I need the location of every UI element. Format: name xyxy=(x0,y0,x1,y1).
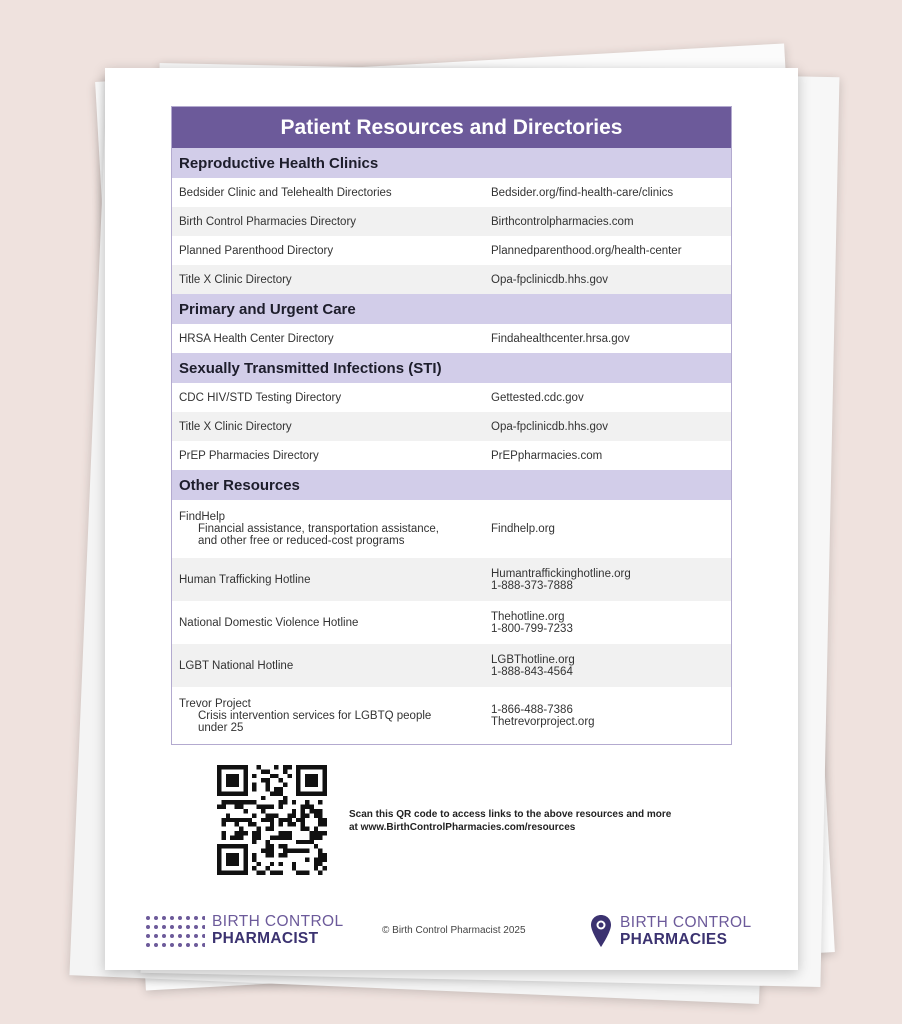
table-row xyxy=(172,207,731,236)
dot-grid-icon xyxy=(145,915,205,947)
resource-link[interactable]: Bedsider.org/find-health-care/clinics xyxy=(491,186,674,199)
resource-description: under 25 xyxy=(198,721,244,734)
section-heading: Primary and Urgent Care xyxy=(172,294,731,324)
resource-link[interactable]: Thetrevorproject.org xyxy=(491,715,595,728)
resource-link[interactable]: Opa-fpclinicdb.hhs.gov xyxy=(491,273,608,286)
section-heading: Sexually Transmitted Infections (STI) xyxy=(172,353,731,383)
resource-name: Planned Parenthood Directory xyxy=(179,244,334,257)
qr-caption xyxy=(349,808,729,834)
brand-bottom-line: PHARMACIES xyxy=(620,931,728,948)
table-row xyxy=(172,441,731,470)
flyer-page xyxy=(105,68,798,970)
resource-name: National Domestic Violence Hotline xyxy=(179,616,359,629)
qr-code[interactable] xyxy=(217,765,327,875)
table-row xyxy=(172,265,731,294)
resource-link[interactable]: Gettested.cdc.gov xyxy=(491,391,584,404)
resource-link[interactable]: Humantraffickinghotline.org xyxy=(491,567,631,580)
brand-top-line: BIRTH CONTROL xyxy=(212,913,344,930)
brand-wordmark xyxy=(620,914,752,948)
section-heading: Reproductive Health Clinics xyxy=(172,148,731,178)
resource-contact xyxy=(491,654,731,678)
table-row xyxy=(172,687,731,744)
resource-description: Financial assistance, transportation assistance, xyxy=(198,523,439,535)
resource-name: Title X Clinic Directory xyxy=(179,420,292,433)
resource-phone[interactable]: 1-866-488-7386 xyxy=(491,703,573,716)
resource-name: Birth Control Pharmacies Directory xyxy=(179,215,357,228)
resource-link[interactable]: Thehotline.org xyxy=(491,610,565,623)
resource-description: Crisis intervention services for LGBTQ people xyxy=(198,709,432,722)
resource-link[interactable]: Findhelp.org xyxy=(491,523,555,535)
resource-table xyxy=(171,106,732,745)
resource-phone[interactable]: 1-888-373-7888 xyxy=(491,579,573,592)
table-title: Patient Resources and Directories xyxy=(172,107,731,148)
birth-control-pharmacies-logo xyxy=(590,912,770,952)
resource-name: Bedsider Clinic and Telehealth Directories xyxy=(179,186,392,199)
brand-bottom-line: PHARMACIST xyxy=(212,930,319,947)
table-row xyxy=(172,324,731,353)
resource-contact xyxy=(491,611,731,635)
table-row xyxy=(172,236,731,265)
resource-name: PrEP Pharmacies Directory xyxy=(179,449,319,462)
copyright-notice: © Birth Control Pharmacist 2025 xyxy=(382,925,526,936)
resource-link[interactable]: Findahealthcenter.hrsa.gov xyxy=(491,332,630,345)
resource-link[interactable]: Plannedparenthood.org/health-center xyxy=(491,244,682,257)
resource-name: Title X Clinic Directory xyxy=(179,273,292,286)
table-row xyxy=(172,383,731,412)
resource-name: CDC HIV/STD Testing Directory xyxy=(179,391,342,404)
resource-link[interactable]: PrEPpharmacies.com xyxy=(491,449,603,462)
table-row xyxy=(172,644,731,687)
table-row xyxy=(172,601,731,644)
resource-name-block xyxy=(172,511,491,547)
table-row xyxy=(172,500,731,558)
table-row xyxy=(172,412,731,441)
resource-contact xyxy=(491,568,731,592)
resource-name: Trevor Project xyxy=(179,697,251,710)
resource-name: Human Trafficking Hotline xyxy=(179,573,311,586)
resource-phone[interactable]: 1-800-799-7233 xyxy=(491,622,573,635)
section-heading: Other Resources xyxy=(172,470,731,500)
resource-name: FindHelp xyxy=(179,511,226,523)
qr-caption-line: Scan this QR code to access links to the above resources and more xyxy=(349,809,672,820)
brand-wordmark xyxy=(212,913,344,947)
table-row xyxy=(172,558,731,601)
birth-control-pharmacist-logo xyxy=(145,911,355,951)
resource-phone[interactable]: 1-888-843-4564 xyxy=(491,665,573,678)
resource-name: LGBT National Hotline xyxy=(179,659,294,672)
brand-top-line: BIRTH CONTROL xyxy=(620,914,752,931)
resource-link[interactable]: Opa-fpclinicdb.hhs.gov xyxy=(491,420,608,433)
resource-contact xyxy=(491,704,731,728)
resource-link[interactable]: LGBThotline.org xyxy=(491,653,575,666)
location-pin-icon xyxy=(590,914,612,948)
resource-link[interactable]: Birthcontrolpharmacies.com xyxy=(491,215,634,228)
resource-description: and other free or reduced-cost programs xyxy=(198,535,405,547)
table-row xyxy=(172,178,731,207)
qr-caption-line: at www.BirthControlPharmacies.com/resources xyxy=(349,822,576,833)
resource-name-block xyxy=(172,698,491,734)
resource-name: HRSA Health Center Directory xyxy=(179,332,334,345)
